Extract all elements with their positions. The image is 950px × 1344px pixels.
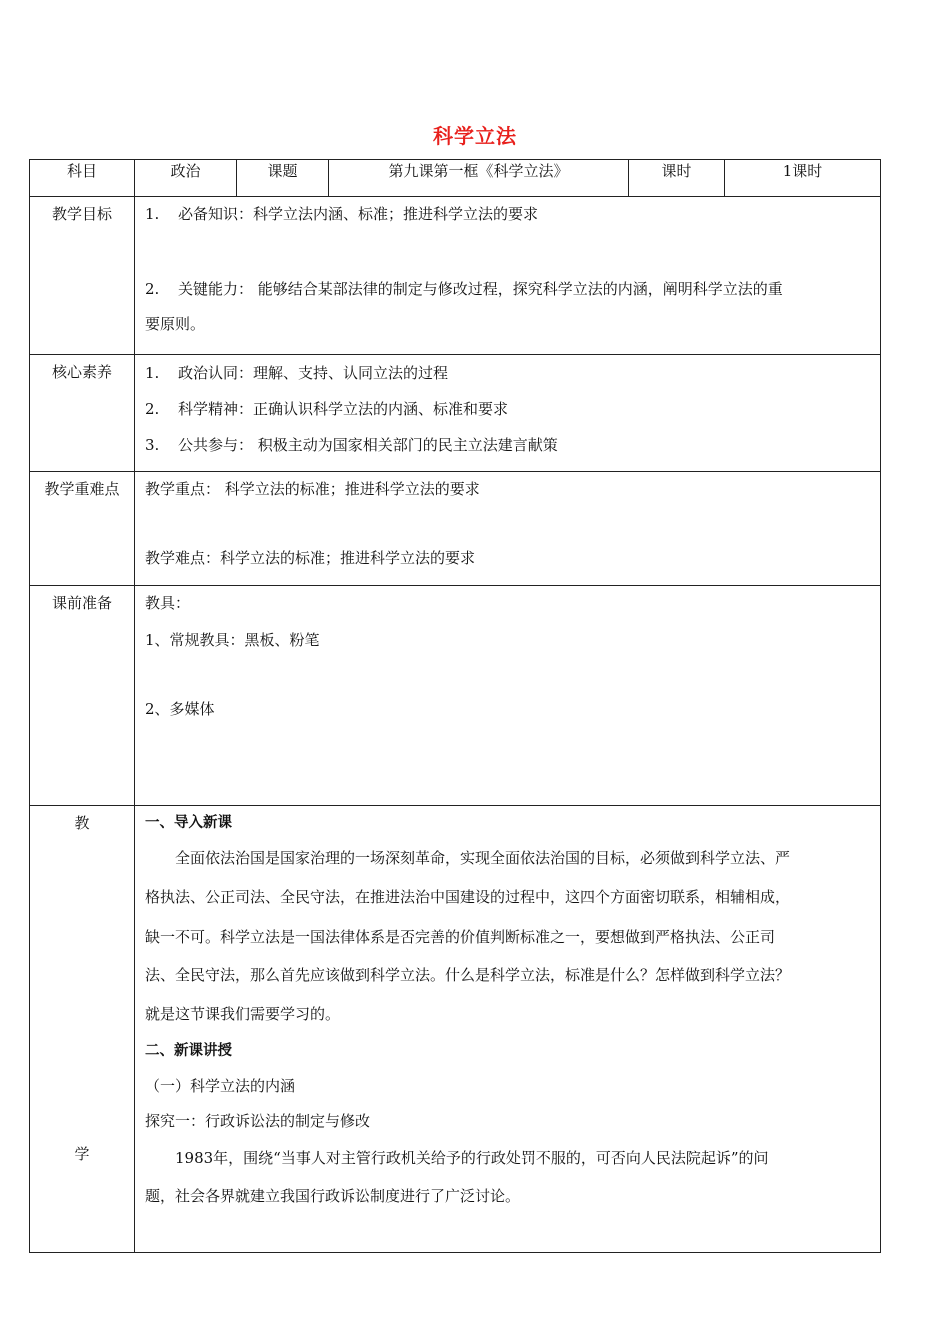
preparation-row xyxy=(30,586,881,806)
literacy-item-3: 3. 公共参与： 积极主动为国家相关部门的民主立法建言献策 xyxy=(145,436,558,454)
hours-value: 1课时 xyxy=(725,160,881,197)
objective-item-1: 1. 必备知识：科学立法内涵、标准；推进科学立法的要求 xyxy=(145,205,539,223)
literacy-row xyxy=(30,355,881,472)
teaching-difficulty: 教学难点：科学立法的标准；推进科学立法的要求 xyxy=(145,549,476,567)
preparation-item-1: 1、常规教具：黑板、粉笔 xyxy=(145,631,320,649)
preparation-content xyxy=(135,586,881,806)
section-heading-intro: 一、导入新课 xyxy=(145,815,232,831)
hours-label: 课时 xyxy=(629,160,725,197)
document-title: 科学立法 xyxy=(433,124,517,148)
intro-line-4: 法、全民守法，那么首先应该做到科学立法。什么是科学立法，标准是什么？怎样做到科学立法？ xyxy=(145,966,791,984)
preparation-tools-heading: 教具： xyxy=(145,594,191,612)
process-row xyxy=(30,806,881,1253)
lesson-plan-table xyxy=(29,159,881,1253)
literacy-label: 核心素养 xyxy=(30,355,135,472)
section-heading-new-lesson: 二、新课讲授 xyxy=(145,1043,232,1059)
process-label-bottom: 学 xyxy=(74,1145,90,1163)
literacy-item-2: 2. 科学精神：正确认识科学立法的内涵、标准和要求 xyxy=(145,400,509,418)
objectives-content xyxy=(135,197,881,355)
preparation-item-2: 2、多媒体 xyxy=(145,700,215,718)
subject-value: 政治 xyxy=(135,160,237,197)
process-label xyxy=(30,806,135,1253)
process-label-top: 教 xyxy=(74,814,90,832)
literacy-item-1: 1. 政治认同：理解、支持、认同立法的过程 xyxy=(145,364,449,382)
intro-line-2: 格执法、公正司法、全民守法，在推进法治中国建设的过程中，这四个方面密切联系，相辅相成， xyxy=(145,888,791,906)
objective-item-2-cont: 要原则。 xyxy=(145,315,206,333)
objectives-label: 教学目标 xyxy=(30,197,135,355)
explore-heading: 探究一：行政诉讼法的制定与修改 xyxy=(145,1112,371,1130)
teaching-focus: 教学重点： 科学立法的标准；推进科学立法的要求 xyxy=(145,480,480,498)
case-line-2: 题，社会各界就建立我国行政诉讼制度进行了广泛讨论。 xyxy=(145,1187,521,1205)
intro-line-1: 全面依法治国是国家治理的一场深刻革命，实现全面依法治国的目标，必须做到科学立法、严 xyxy=(175,849,791,867)
key-points-content xyxy=(135,472,881,586)
objectives-row xyxy=(30,197,881,355)
intro-line-3: 缺一不可。科学立法是一国法律体系是否完善的价值判断标准之一，要想做到严格执法、公正司 xyxy=(145,928,776,946)
key-points-row xyxy=(30,472,881,586)
intro-line-5: 就是这节课我们需要学习的。 xyxy=(145,1005,341,1023)
literacy-content xyxy=(135,355,881,472)
preparation-label: 课前准备 xyxy=(30,586,135,806)
topic-value: 第九课第一框《科学立法》 xyxy=(329,160,629,197)
topic-label: 课题 xyxy=(237,160,329,197)
key-points-label: 教学重难点 xyxy=(30,472,135,586)
process-content xyxy=(135,806,881,1253)
subsection-heading: （一）科学立法的内涵 xyxy=(145,1077,296,1095)
subject-label: 科目 xyxy=(30,160,135,197)
header-row xyxy=(30,160,881,197)
objective-item-2: 2. 关键能力： 能够结合某部法律的制定与修改过程，探究科学立法的内涵，阐明科学立法的重 xyxy=(145,280,783,298)
case-line-1: 1983年，围绕“当事人对主管行政机关给予的行政处罚不服的，可否向人民法院起诉”的问 xyxy=(175,1149,769,1167)
